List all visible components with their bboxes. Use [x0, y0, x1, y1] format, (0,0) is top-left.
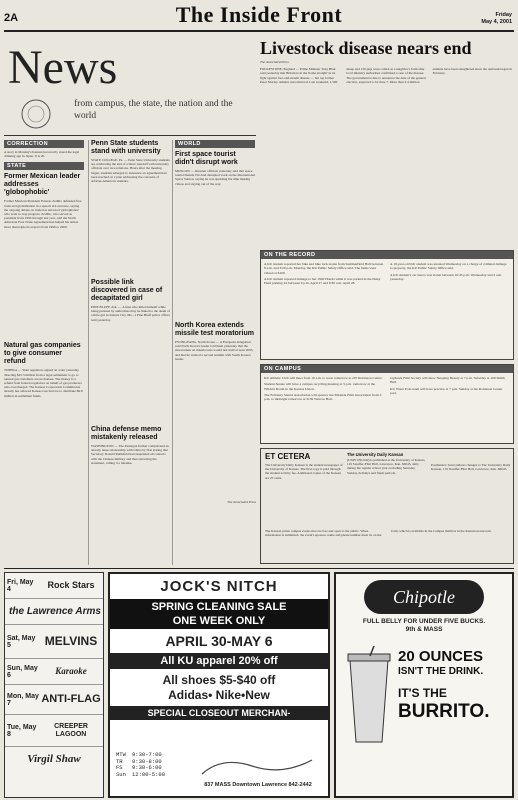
- hours-day: TR: [116, 757, 123, 765]
- chipotle-claim-3: IT'S THE: [398, 686, 447, 700]
- jocks-shoes: All shoes $5-$40 off: [162, 673, 276, 687]
- state-body-2: TOPEKA — State regulators signed an order yesterday directing $25.3 million from a legal settlement to go to natural gas customers across Kansas. The money is a refund from federal regulators on behalf of gas producers who overcharged. The Kansas Corporation Commission already has allowed Kansas Gas Service to distribute $6.8 million in settlement funds.: [4, 368, 83, 398]
- campus-item: KU Athletic Club will meet from 10 a.m. to noon tomorrow at 207 Robinson Center.: [264, 376, 383, 380]
- jocks-store-name: JOCK'S NITCH: [160, 578, 278, 595]
- section-number: 2A: [4, 12, 19, 24]
- calendar-day: Sat, May 5: [7, 634, 36, 649]
- chipotle-claim-1: 20 OUNCES: [398, 648, 484, 665]
- on-campus-label: ON CAMPUS: [261, 365, 513, 373]
- state-label: STATE: [4, 162, 84, 170]
- jocks-illustration: [192, 754, 324, 778]
- record-item: A KU student's car stereo was stolen between 10:45 p.m. Wednesday and 2 a.m. yesterday.: [390, 272, 502, 281]
- et-cetera-box: [260, 448, 514, 564]
- record-item: A 19-year-old KU student was arrested Wednesday on a charge of criminal damage to property, the KU Public Safety Office said.: [390, 262, 507, 271]
- et-cetera-mid: (USPS 650-640) is published at the University of Kansas, 119 Stauffer-Flint Hall, Lawrence, Kan. 66045, daily during the regular school year excluding Saturday, Sunday, holidays and finals periods.: [347, 458, 426, 475]
- chipotle-claim: [398, 648, 510, 723]
- calendar-footer: Virgil Shaw: [27, 753, 81, 765]
- drink-cup-icon: [344, 646, 394, 746]
- left-column: [4, 140, 84, 565]
- calendar-day: Tue, May 8: [7, 723, 37, 738]
- nation-column: [88, 140, 170, 565]
- calendar-row: [5, 573, 103, 599]
- record-item: A KU student reported damage to her 1992 Honda while it was parked in the Daisy Field parking lot between 9 p.m. April 27 and 8:30 a.m. April 28.: [264, 276, 381, 286]
- calendar-row: [5, 685, 103, 715]
- world-headline-2: North Korea extends missile test moratorium: [175, 322, 254, 337]
- news-box: [4, 38, 256, 136]
- calendar-row: [5, 659, 103, 685]
- jocks-sale-line-1: SPRING CLEANING SALE: [110, 599, 328, 615]
- lead-headline: Livestock disease nears end: [260, 38, 472, 58]
- lead-byline: The Associated Press: [260, 60, 289, 64]
- nation-body-1: STATE COLLEGE, Pa. — Penn State University students are celebrating the end of a bitter standoff with university officials over race relations. Hours after the meeting began, students emerged to announce an agreement had been reached on a plan addressing the concerns of African-American students.: [91, 158, 170, 184]
- on-campus-list: [261, 373, 513, 439]
- jocks-dates: APRIL 30-MAY 6: [165, 633, 273, 649]
- lead-body: FOLKESTONE, England — Prime Minister Tony Blair said yesterday that Britain is in the 'home straight' in its fight against foot-and-mouth disease — but top farmer Peter Morley remains unconvinced. Last weekend, 1,500 sheep and 150 pigs were culled on a neighbor's farm after local ministry authorities confirmed a case of the disease. The government is due to announce the date of the general election, expected to be June 7. More than 2.4 million animals have been slaughtered since the outbreak began in February.: [260, 67, 513, 84]
- masthead: [4, 2, 514, 36]
- on-the-record-list: [261, 259, 513, 355]
- correction-label: CORRECTION: [4, 140, 84, 148]
- state-body-1: Former Mexican President Ernesto Zedillo defended free trade and globalization in a speech in Lawrence, saying the ongoing debate on trade has attracted 'globophobes' who want to stop progress. Zedillo, who served as president from 1994 through last year, said the North American Free Trade Agreement had helped his nation more than triple its exports from 1996 to 2000.: [4, 199, 82, 229]
- et-cetera-mid-head: The University Daily Kansan: [347, 452, 404, 457]
- nation-headline-2: Possible link discovered in case of decapitated girl: [91, 279, 163, 302]
- jocks-nitch-ad: [108, 572, 330, 798]
- lead-story: [260, 38, 514, 248]
- world-column: [172, 140, 256, 565]
- on-the-record-box: [260, 250, 514, 360]
- calendar-row: [5, 599, 103, 625]
- jocks-brands: Adidas• Nike•New: [168, 688, 270, 702]
- on-the-record-label: ON THE RECORD: [261, 251, 513, 259]
- calendar-act: MELVINS: [44, 634, 98, 648]
- et-cetera-footer: The Kansan prints campus events that are free and open to the public. When information is submitted, the event's sponsor, name and phone number must be on the form, which is available in the Campus mailbox in the Kansan newsroom.: [265, 529, 492, 538]
- chipotle-logo: Chipotle: [364, 580, 484, 614]
- nation-headline-1: Penn State students stand with university: [91, 140, 161, 155]
- calendar-act: ANTI-FLAG: [41, 693, 101, 705]
- world-body-2: PYONGYANG, North Korea — A European delegation said North Korea's leader told them yesterday that the moratorium on missile tests would last until at least 2003, and that he wanted a second summit with South Korea's leader.: [175, 340, 254, 361]
- nation-body-2: PINE BLUFF, Ark. — A man who killed himself while being pursued by authorities may be linked to the death of a little girl in Kansas City, Mo., a Pine Bluff police officer said yesterday.: [91, 305, 170, 322]
- masthead-rule: [4, 30, 514, 32]
- jocks-hours: [116, 752, 186, 778]
- calendar-day: Sun, May 6: [7, 664, 38, 679]
- state-headline-1: Former Mexican leader addresses 'globophobic': [4, 173, 81, 197]
- hours-time: 9:30-6:00: [132, 764, 162, 771]
- chipotle-claim-2: ISN'T THE DRINK.: [398, 666, 484, 677]
- world-credit: The Associated Press: [227, 500, 256, 504]
- record-item: A KU student reported her bike and bike lock stolen from Summerfield Hall between 8 a.m. and 3:20 p.m. Monday, the KU Public Safety Office said. The items were valued at $100.: [264, 262, 384, 275]
- ad-divider: [4, 568, 514, 569]
- campus-item: KU Water Polo team will have practice at 7 p.m. Sunday at the Robinson Center pool.: [390, 386, 503, 395]
- et-cetera-left: The University Daily Kansan is the student newspaper of the University of Kansas. The first copy is paid through the student activity fee. Additional copies of the Kansan are 25 cents.: [265, 463, 343, 480]
- hours-day: Sun: [116, 770, 126, 778]
- hours-row: [116, 772, 186, 779]
- venue-calendar-ad: [4, 572, 104, 798]
- et-cetera-title: ET CETERA: [265, 452, 311, 461]
- calendar-act: CREEPER LAGOON: [54, 722, 88, 738]
- calendar-day: Fri, May 4: [7, 578, 34, 593]
- on-campus-box: [260, 364, 514, 444]
- campus-item: Jayhawk Film Society will show Sleeping Beauty at 7 p.m. Saturday at 100 Smith Hall.: [390, 376, 505, 385]
- jocks-apparel: All KU apparel 20% off: [110, 653, 328, 669]
- masthead-day: Friday: [495, 12, 512, 18]
- world-headline-1: First space tourist didn't disrupt work: [175, 151, 238, 166]
- jocks-address: 837 MASS Downtown Lawrence 842-2442: [204, 782, 312, 788]
- chipotle-ad: [334, 572, 514, 798]
- hours-day: FS: [116, 764, 123, 771]
- calendar-act: Rock Stars: [47, 580, 95, 590]
- nation-headline-3: China defense memo mistakenly released: [91, 426, 162, 441]
- hours-time: 9:30-8:00: [132, 757, 162, 765]
- chipotle-claim-4: BURRITO.: [398, 701, 490, 722]
- news-title: News: [8, 41, 118, 94]
- calendar-day: Mon, May 7: [7, 692, 39, 707]
- jocks-closeout: SPECIAL CLOSEOUT MERCHAN-: [110, 706, 328, 720]
- section-title: The Inside Front: [175, 2, 343, 27]
- world-body-1: MOSCOW — Russian officials yesterday said that space tourist Dennis Tito had disrupted work on the International Space Station, saying he was spending his time making videos and staying out of the way.: [175, 169, 255, 186]
- hours-time: 9:30-7:00: [132, 751, 162, 758]
- campus-item: The February Sisters Association will sponsor the Miranda Film Association from 3 p.m. to midnight tomorrow at 3139 Wescoe Hall.: [264, 392, 382, 402]
- chipotle-tagline: FULL BELLY FOR UNDER FIVE BUCKS.: [362, 618, 486, 625]
- state-headline-2: Natural gas companies to give consumer refund: [4, 342, 81, 366]
- calendar-venue: the Lawrence Arms: [9, 606, 101, 617]
- calendar-row: [5, 715, 103, 747]
- hours-day: MTW: [116, 751, 126, 758]
- campus-item: Student Senate will have a campus recycling meeting at 3 p.m. tomorrow at the Wildcat Room in the Kansas Union.: [264, 382, 376, 391]
- calendar-act: Karaoke: [55, 666, 87, 676]
- masthead-date: May 4, 2001: [481, 19, 512, 25]
- news-subtitle: from campus, the state, the nation and the world: [74, 99, 233, 121]
- correction-text: A story in Monday's Kansan incorrectly stated the legal drinking age in Japan. It is 20.: [4, 150, 80, 159]
- nation-body-3: WASHINGTON — The Pentagon further complicated an already tense relationship with China by first stating that Secretary Donald Rumsfeld had suspended all contacts with the Chinese military and then retracting the statement, calling it a mistake.: [91, 444, 169, 465]
- et-cetera-right: Postmaster: Send address changes to The University Daily Kansan, 119 Stauffer-Flint Hall, Lawrence, Kan. 66045.: [431, 463, 511, 472]
- world-label: WORLD: [175, 140, 255, 148]
- news-ornament: [6, 96, 66, 132]
- hours-time: 12:00-5:00: [132, 770, 166, 778]
- chipotle-location: 9th & MASS: [405, 626, 443, 633]
- calendar-row: [5, 625, 103, 659]
- jocks-sale-line-2: ONE WEEK ONLY: [110, 615, 328, 629]
